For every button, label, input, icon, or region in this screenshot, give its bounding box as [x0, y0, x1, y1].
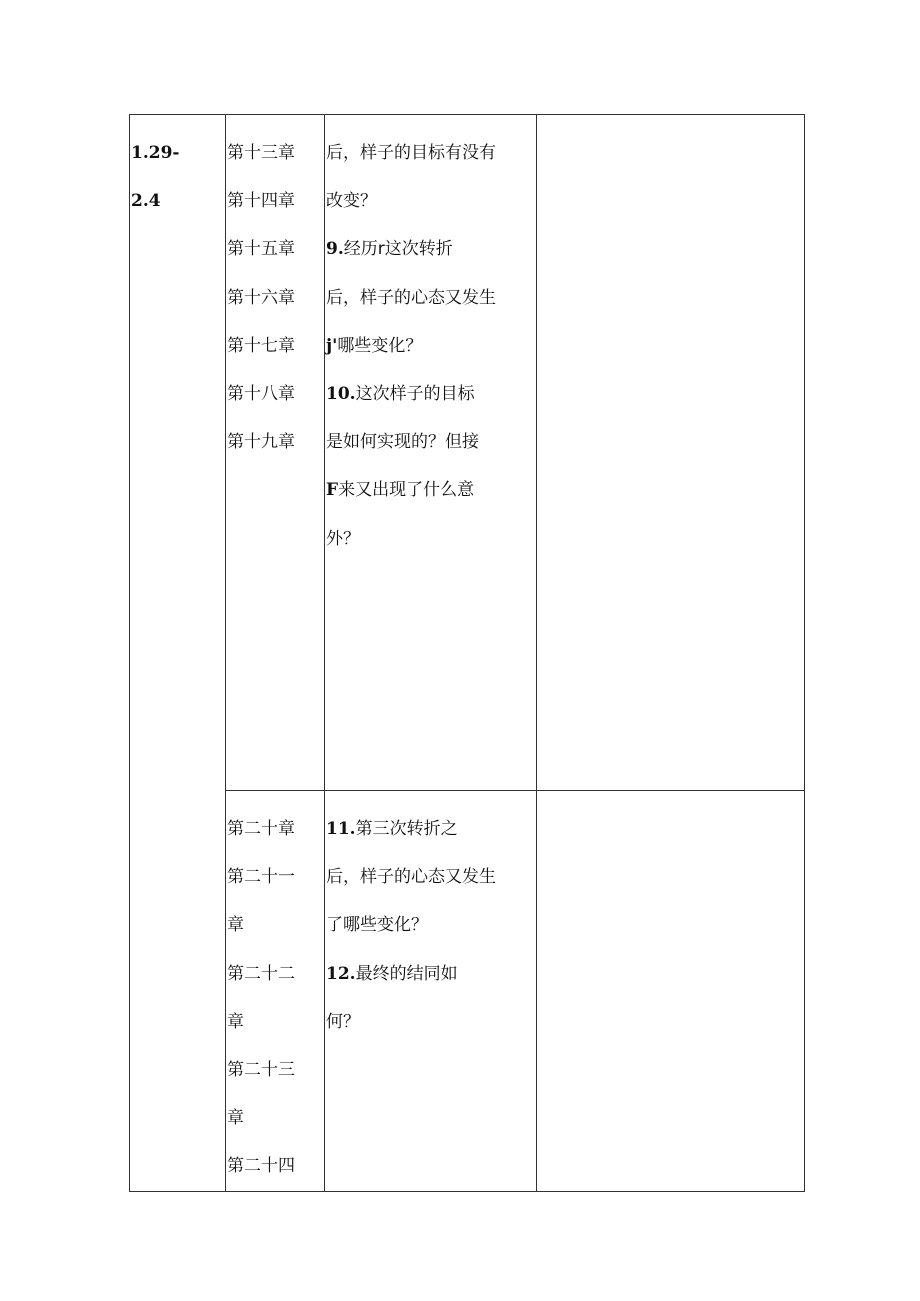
chapter-label: 第十八章 — [227, 383, 295, 404]
question-text: 最终的结同如 — [355, 963, 458, 984]
question-text: 哪些变化？ — [337, 335, 423, 356]
question-line — [326, 225, 536, 273]
question-number: 9. — [326, 239, 344, 260]
question-number: 12. — [326, 963, 356, 984]
chapter-label: 章 — [227, 1011, 244, 1032]
question-text: 来又出现了什么意 — [338, 480, 475, 501]
question-line — [326, 177, 536, 225]
chapter-label: 章 — [227, 915, 244, 936]
question-number: 11. — [326, 819, 356, 839]
questions-cell — [325, 791, 537, 1192]
chapter-label: 第二十一 — [227, 867, 295, 888]
question-line — [326, 274, 536, 322]
chapter-label: 第十四章 — [227, 191, 295, 212]
chapter-label: 第二十四 — [227, 1156, 295, 1177]
question-line — [326, 901, 536, 949]
question-text: 外？ — [326, 528, 360, 549]
chapters-cell — [226, 115, 325, 791]
question-line — [326, 466, 536, 514]
question-text: 经历r这次转折 — [343, 239, 453, 260]
question-text: 改变？ — [326, 191, 377, 212]
chapter-label: 第十九章 — [227, 432, 295, 453]
chapter-label: 第十三章 — [227, 143, 295, 163]
chapters-cell — [226, 791, 325, 1192]
table-row — [130, 115, 805, 791]
question-text: 这次样子的目标 — [355, 383, 475, 404]
date-cell — [130, 115, 226, 1192]
questions-cell — [325, 115, 537, 791]
question-line — [326, 950, 536, 998]
chapter-label: 第二十三 — [227, 1059, 295, 1080]
date-range: 1.29-2.4 — [131, 143, 180, 212]
question-line — [326, 515, 536, 563]
question-number: j' — [326, 335, 338, 356]
chapter-label: 第十六章 — [227, 287, 295, 308]
question-line — [326, 322, 536, 370]
question-number: 10. — [326, 383, 356, 404]
chapter-label: 第二十章 — [227, 819, 295, 839]
table-row — [130, 791, 805, 1192]
question-text: 后，样子的心态又发生 — [326, 287, 496, 308]
chapter-label: 第二十二 — [227, 963, 295, 984]
chapter-label: 第十五章 — [227, 239, 295, 260]
question-text: 后，样子的目标有没有 — [326, 143, 496, 163]
question-line — [326, 805, 536, 853]
question-text: 何？ — [326, 1011, 360, 1032]
question-text: 是如何实现的？但接 — [326, 432, 479, 453]
question-number: F — [326, 480, 339, 501]
question-line — [326, 998, 536, 1046]
reading-plan-table — [129, 114, 805, 1192]
chapter-label: 第十七章 — [227, 335, 295, 356]
question-line — [326, 129, 536, 177]
question-line — [326, 853, 536, 901]
chapter-label: 章 — [227, 1108, 244, 1129]
question-text: 第三次转折之 — [355, 819, 458, 839]
question-line — [326, 370, 536, 418]
question-text: 了哪些变化？ — [326, 915, 428, 936]
notes-cell — [537, 791, 805, 1192]
question-text: 后，样子的心态又发生 — [326, 867, 496, 888]
question-line — [326, 418, 536, 466]
notes-cell — [537, 115, 805, 791]
